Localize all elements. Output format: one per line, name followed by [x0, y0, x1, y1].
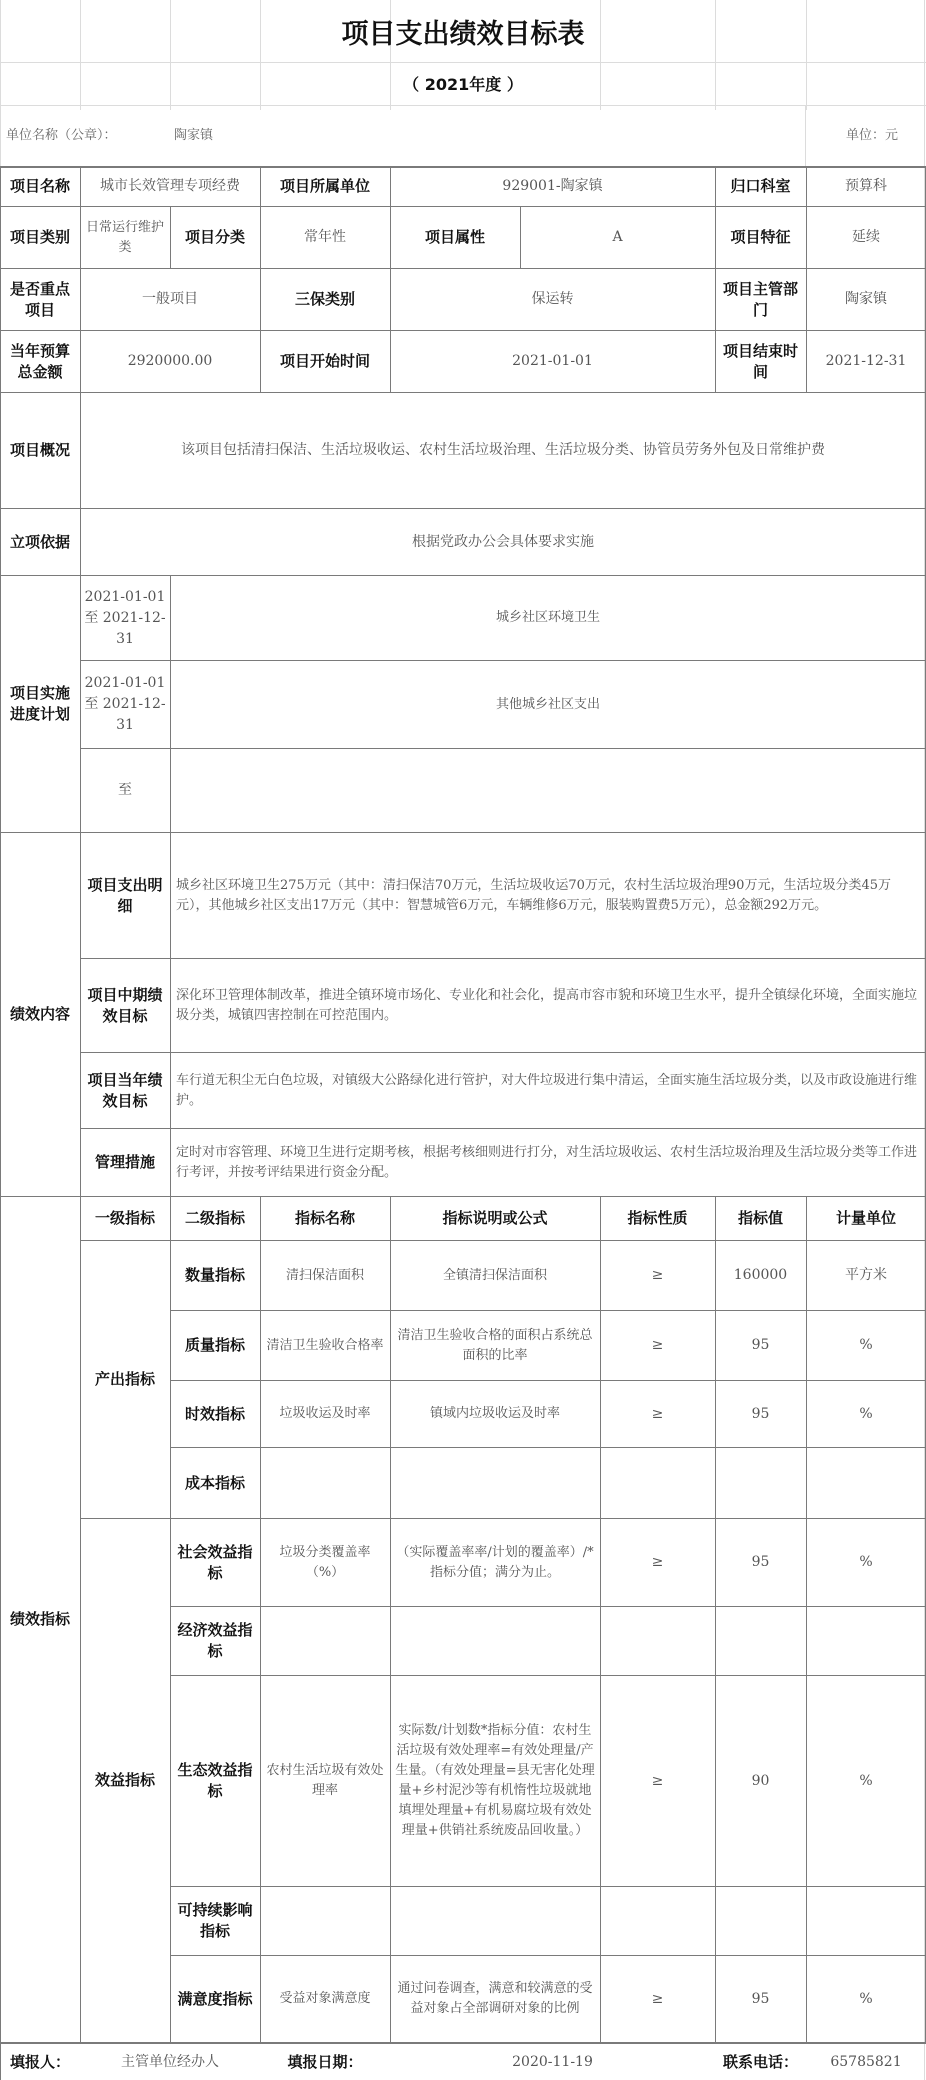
indicator-unit: %	[859, 1990, 873, 2007]
level2-cell: 生态效益指标	[177, 1761, 253, 1800]
start-label: 项目开始时间	[279, 352, 370, 370]
filler-label: 填报人：	[9, 2052, 70, 2071]
indicator-desc	[390, 1448, 600, 1518]
key-project-label: 是否重点项目	[9, 279, 70, 319]
header-level2: 二级指标	[184, 1209, 245, 1227]
date-value: 2020-11-19	[512, 2053, 593, 2070]
indicator-nature: ≥	[651, 1554, 664, 1570]
indicator-value: 95	[751, 1405, 770, 1422]
category-value: 日常运行维护类	[85, 219, 164, 255]
header-level1: 一级指标	[94, 1209, 155, 1227]
class-value: 常年性	[304, 229, 346, 245]
schedule-content	[170, 749, 926, 832]
supervisor-label: 项目主管部门	[722, 279, 798, 319]
schedule-content: 其他城乡社区支出	[495, 696, 600, 712]
indicator-unit: %	[859, 1554, 873, 1570]
indicator-name: 垃圾收运及时率	[279, 1406, 371, 1421]
schedule-period: 至	[118, 782, 132, 798]
indicator-desc: （实际覆盖率率/计划的覆盖率）/*指标分值；满分为止。	[396, 1544, 594, 1580]
date-label: 填报日期：	[287, 2052, 363, 2071]
indicator-name: 垃圾分类覆盖率（%）	[279, 1544, 371, 1580]
measures-label: 管理措施	[94, 1153, 155, 1171]
indicator-nature: ≥	[651, 1405, 664, 1422]
schedule-label: 项目实施进度计划	[9, 684, 70, 723]
content-label: 绩效内容	[9, 1005, 70, 1023]
benefit-indicator-label: 效益指标	[94, 1771, 155, 1789]
indicator-value: 95	[751, 1990, 770, 2007]
indicator-desc: 全镇清扫保洁面积	[442, 1267, 547, 1283]
guarantee-label: 三保类别	[294, 290, 355, 308]
indicator-unit	[806, 1448, 926, 1518]
level2-cell: 质量指标	[184, 1336, 245, 1354]
class-label: 项目分类	[184, 228, 245, 246]
indicator-desc: 清洁卫生验收合格的面积占系统总面积的比率	[397, 1327, 593, 1363]
owner-unit-value: 929001-陶家镇	[502, 178, 603, 194]
level2-cell: 社会效益指标	[177, 1542, 253, 1582]
level2-cell: 成本指标	[184, 1473, 245, 1492]
year-goal-value: 车行道无积尘无白色垃圾，对镇级大公路绿化进行管护，对大件垃圾进行集中清运，全面实施生活垃圾分类，以及市政设施进行维护。	[176, 1072, 918, 1108]
indicator-nature: ≥	[651, 1990, 664, 2007]
header-value: 指标值	[737, 1209, 783, 1227]
indicator-nature	[600, 1448, 715, 1518]
indicator-nature: ≥	[651, 1772, 664, 1789]
indicator-unit: %	[859, 1772, 873, 1789]
start-value: 2021-01-01	[512, 353, 593, 369]
unit-value: 陶家镇	[174, 128, 214, 143]
unit-label: 单位名称（公章）：	[6, 128, 117, 143]
indicator-value	[715, 1887, 806, 1955]
owner-unit-label: 项目所属单位	[279, 177, 370, 195]
indicator-value	[715, 1607, 806, 1675]
indicator-name: 清扫保洁面积	[285, 1267, 364, 1283]
supervisor-value: 陶家镇	[845, 291, 887, 307]
end-label: 项目结束时间	[722, 341, 798, 381]
schedule-content: 城乡社区环境卫生	[495, 610, 600, 625]
phone-label: 联系电话：	[722, 2052, 798, 2071]
feature-value: 延续	[852, 229, 880, 245]
level2-cell: 满意度指标	[177, 1989, 253, 2008]
project-name-label: 项目名称	[9, 177, 70, 195]
level2-cell: 经济效益指标	[177, 1621, 253, 1660]
detail-value: 城乡社区环境卫生275万元（其中：清扫保洁70万元，生活垃圾收运70万元，农村生活垃圾治理90万元，生活垃圾分类45万元），其他城乡社区支出17万元（其中：智慧城管6万元，车辆维修6万元，服装购置费5万元），总金额292万元。	[176, 877, 891, 913]
schedule-period: 2021-01-01 至 2021-12-31	[84, 675, 166, 733]
mid-goal-label: 项目中期绩效目标	[87, 985, 163, 1025]
indicator-name	[260, 1448, 390, 1518]
indicator-desc	[390, 1887, 600, 1955]
year-label: （ 2021年度 ）	[403, 75, 523, 94]
indicator-name: 受益对象满意度	[279, 1991, 371, 2006]
year-goal-label: 项目当年绩效目标	[87, 1070, 163, 1110]
overview-value: 该项目包括清扫保洁、生活垃圾收运、农村生活垃圾治理、生活垃圾分类、协管员劳务外包及日常维护费	[181, 442, 825, 458]
category-label: 项目类别	[9, 228, 70, 246]
indicator-unit: 平方米	[845, 1267, 887, 1283]
level2-cell: 时效指标	[184, 1404, 245, 1423]
budget-label: 当年预算总金额	[9, 341, 70, 381]
indicator-desc: 实际数/计划数*指标分值：农村生活垃圾有效处理率=有效处理量/产生量。（有效处理量=县无害化处理量+乡村泥沙等有机惰性垃圾就地填埋处理量+有机易腐垃圾有效处理量+供销社系统废品回收量。）	[395, 1723, 595, 1838]
measures-value: 定时对市容管理、环境卫生进行定期考核，根据考核细则进行打分，对生活垃圾收运、农村生活垃圾治理及生活垃圾分类等工作进行考评，并按考评结果进行资金分配。	[176, 1144, 918, 1180]
budget-value: 2920000.00	[127, 353, 213, 369]
phone-value: 65785821	[830, 2053, 902, 2070]
indicator-name	[260, 1607, 390, 1675]
indicator-unit: %	[859, 1405, 873, 1422]
indicators-label: 绩效指标	[9, 1610, 70, 1628]
indicator-value: 160000	[733, 1267, 788, 1283]
key-project-value: 一般项目	[142, 291, 198, 307]
indicator-nature	[600, 1607, 715, 1675]
header-nature: 指标性质	[627, 1209, 688, 1227]
indicator-unit	[806, 1607, 926, 1675]
dept-label: 归口科室	[730, 177, 791, 195]
end-value: 2021-12-31	[825, 353, 907, 369]
attr-value: A	[612, 229, 623, 245]
overview-label: 项目概况	[9, 441, 70, 459]
indicator-desc: 通过问卷调查，满意和较满意的受益对象占全部调研对象的比例	[397, 1981, 593, 2016]
currency-unit: 单位：元	[845, 128, 898, 143]
indicator-nature: ≥	[651, 1267, 664, 1283]
level2-cell: 数量指标	[184, 1266, 245, 1284]
guarantee-value: 保运转	[531, 291, 574, 307]
basis-label: 立项依据	[9, 532, 70, 551]
indicator-value: 95	[751, 1554, 770, 1570]
indicator-name: 清洁卫生验收合格率	[266, 1337, 384, 1353]
indicator-value: 95	[751, 1337, 770, 1353]
indicator-unit	[806, 1887, 926, 1955]
basis-value: 根据党政办公会具体要求实施	[412, 533, 594, 550]
header-name: 指标名称	[294, 1209, 355, 1227]
page-title: 项目支出绩效目标表	[341, 18, 585, 50]
detail-label: 项目支出明细	[87, 875, 163, 915]
feature-label: 项目特征	[730, 228, 791, 246]
indicator-desc	[390, 1607, 600, 1675]
indicator-desc: 镇域内垃圾收运及时率	[429, 1406, 560, 1421]
indicator-nature: ≥	[651, 1337, 664, 1353]
filler-value: 主管单位经办人	[121, 2053, 219, 2070]
header-desc: 指标说明或公式	[442, 1209, 548, 1227]
indicator-unit: %	[859, 1337, 873, 1353]
schedule-period: 2021-01-01 至 2021-12-31	[84, 588, 166, 647]
indicator-name	[260, 1887, 390, 1955]
output-indicator-label: 产出指标	[94, 1370, 155, 1388]
attr-label: 项目属性	[424, 228, 485, 246]
indicator-value: 90	[751, 1772, 770, 1789]
level2-cell: 可持续影响指标	[177, 1901, 253, 1940]
dept-value: 预算科	[845, 178, 887, 194]
indicator-nature	[600, 1887, 715, 1955]
indicator-value	[715, 1448, 806, 1518]
project-name-value: 城市长效管理专项经费	[100, 178, 240, 194]
mid-goal-value: 深化环卫管理体制改革，推进全镇环境市场化、专业化和社会化，提高市容市貌和环境卫生水平，提升全镇绿化环境，全面实施垃圾分类，城镇四害控制在可控范围内。	[176, 987, 918, 1023]
indicator-name: 农村生活垃圾有效处理率	[266, 1763, 384, 1798]
header-unit: 计量单位	[835, 1209, 896, 1227]
